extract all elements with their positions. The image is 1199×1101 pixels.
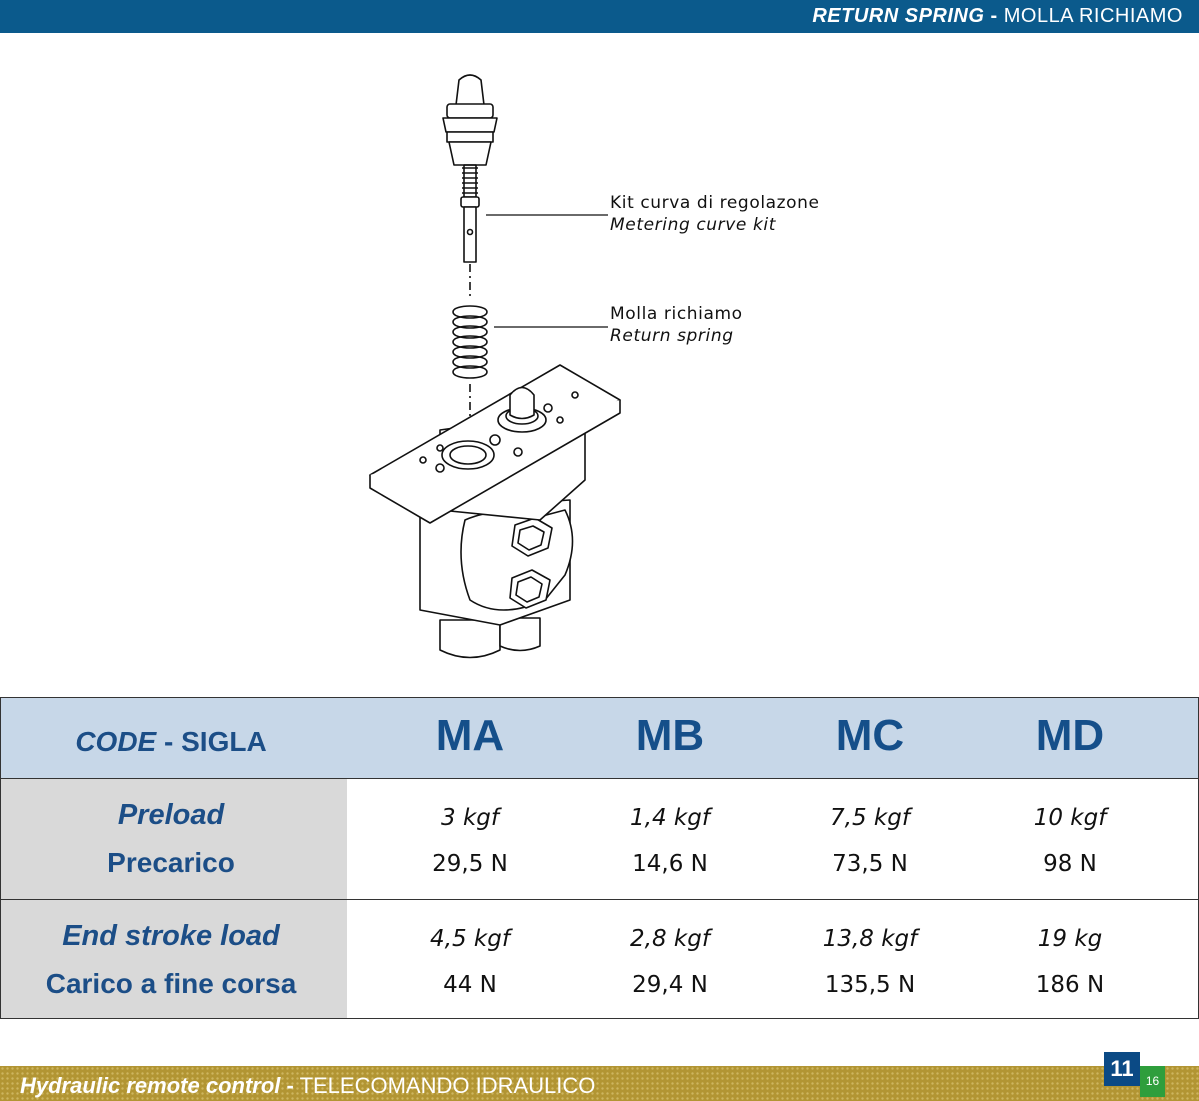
footer-title-it: TELECOMANDO IDRAULICO (299, 1073, 596, 1098)
footer-separator: - (286, 1073, 294, 1098)
spring-spec-table (0, 697, 1199, 1019)
title-it: MOLLA RICHIAMO (1003, 5, 1183, 27)
table-header-row (1, 698, 1198, 779)
title-en: RETURN SPRING (812, 5, 985, 27)
callout-metering-kit (610, 192, 820, 236)
callout-return-spring (610, 303, 743, 347)
value-newton: 44 N (443, 972, 497, 998)
footer-title (20, 1073, 595, 1099)
value-kgf: 10 kgf (1033, 805, 1107, 831)
valve-body (370, 365, 620, 658)
code-separator: - (164, 726, 174, 757)
value-kgf: 7,5 kgf (830, 805, 910, 831)
footer-bar (0, 1066, 1199, 1101)
row-label-cell (1, 900, 347, 1018)
table-row-end-stroke (1, 900, 1198, 1018)
column-header: MD (1035, 711, 1105, 760)
plunger-assembly (443, 75, 497, 262)
value-newton: 98 N (1043, 851, 1097, 877)
callout-return-spring-it: Molla richiamo (610, 304, 743, 324)
value-newton: 14,6 N (632, 851, 708, 877)
value-newton: 135,5 N (824, 972, 916, 998)
page-sub-number-badge: 16 (1140, 1066, 1165, 1097)
value-kgf: 3 kgf (441, 805, 499, 831)
footer-title-en: Hydraulic remote control (20, 1073, 281, 1098)
table-row-preload (1, 779, 1198, 900)
page-number-badge: 11 (1104, 1052, 1140, 1086)
value-kgf: 19 kg (1037, 926, 1103, 952)
column-header: MB (635, 711, 705, 760)
value-kgf: 1,4 kgf (630, 805, 710, 831)
value-kgf: 13,8 kgf (822, 926, 918, 952)
row-label-en: Preload (117, 799, 225, 831)
column-header: MC (835, 711, 905, 760)
value-kgf: 4,5 kgf (430, 926, 510, 952)
value-newton: 29,4 N (632, 972, 708, 998)
code-header (1, 726, 341, 758)
row-label-it: Carico a fine corsa (45, 968, 297, 999)
callout-return-spring-en: Return spring (610, 326, 734, 346)
row-label-en: End stroke load (62, 920, 280, 952)
title-separator: - (990, 5, 998, 27)
value-newton: 29,5 N (432, 851, 508, 877)
callout-metering-kit-it: Kit curva di regolazone (610, 193, 820, 213)
value-kgf: 2,8 kgf (630, 926, 710, 952)
return-spring (453, 306, 487, 378)
row-label-it: Precarico (107, 847, 235, 878)
callout-metering-kit-en: Metering curve kit (610, 215, 776, 235)
column-header: MA (435, 711, 505, 760)
value-newton: 73,5 N (832, 851, 908, 877)
row-label-cell (1, 779, 347, 899)
value-newton: 186 N (1035, 972, 1105, 998)
code-label-it: SIGLA (181, 726, 267, 757)
code-label-en: CODE (75, 726, 157, 757)
